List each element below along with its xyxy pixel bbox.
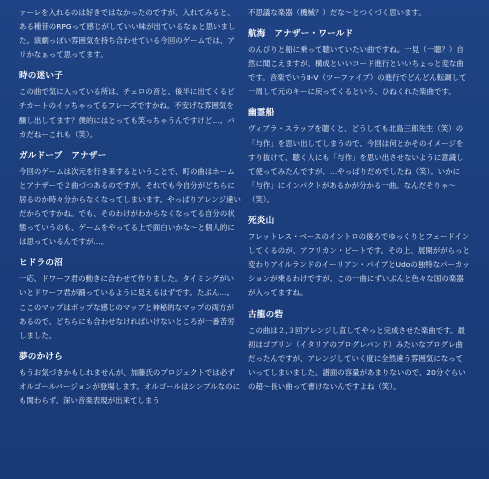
right-column (248, 6, 470, 394)
track-title: 古龍の砦 (248, 309, 284, 320)
track-commentary: フレットレス・ベースのイントロの後ろでゆっくりとフェードインしてくるのが、アフリカン・ビートです。その上、展開ががらっと変わりアイルランドのイーリアン・パイプとUdoの独特なパーカッションが乗るわけですが、この一曲にずいぶんと色々な国の楽器が入ってますね。 (248, 232, 470, 298)
track-title: ヒドラの沼 (19, 258, 63, 269)
track-commentary: もうお気づきかもしれませんが、加藤氏のプロジェクトでは必ずオルゴールバージョンが登場します。オルゴールはシンプルなのにも関わらず、深い音楽表現が出来てしまう (19, 367, 241, 405)
track-commentary: この曲で気に入っている所は、チェロの音と、後半に出てくるピチカートのイッちゃってるフレーズですかね。不安げな雰囲気を醸し出してます？僕的にはとっても笑っちゃうんですけど…。バカだねーこれも（笑）。 (19, 87, 235, 139)
track-commentary: 不思議な楽器（機械？）だな〜とつくづく思います。 (248, 8, 426, 17)
track-title: 航海 アナザー・ワールド (248, 29, 354, 40)
track-commentary: 今回のゲームは次元を行き来するということで、町の曲はホームとアナザーで２曲づつあるのですが、それでも今自分がどちらに居るのか時々分からなくなってしまいます。やっぱりアレンジ違いだからですかね。でも、そのわけがわからなくなってる自分の状態っていうのも、ゲームをやってる上で面白いかな〜と個人的には思っているんですが…。 (19, 166, 241, 247)
track-title: 死炎山 (248, 216, 275, 227)
track-title: 夢のかけら (19, 351, 63, 362)
track-title: ガルドーブ アナザー (19, 150, 107, 161)
track-commentary: ヴィブラ・スラップを聴くと、どうしても北島三郎先生（笑）の「与作」を思い出してしまうので、今回は何とかそのイメージをすり抜けて、聴く人にも「与作」を思い出させないように意識して使ってみたんですが、…やっぱりだめでしたね（笑）。いかに「与作」にインパクトがあるかが分かる一曲。なんだそりゃ〜（笑）。 (248, 124, 464, 204)
track-commentary: 一応、ドワーフ君の動きに合わせて作りました。タイミングがいいとドワーフ君が踊っているように見えるはずです。たぶん…。ここのマップはポップな感じのマップと神秘的なマップの両方があるので、どちらにも合わせなければいけないところが一番苦労しました。 (19, 274, 235, 340)
track-title: 時の迷い子 (19, 71, 63, 82)
track-commentary: のんびりと船に乗って聴いていたい曲ですね。一見（一聴？）自然に聞こえますが、構成といいコード進行といいちょっと変な曲です。音楽でいうⅡ-Ⅴ（ツーファイブ）の進行でどんどん転調して一周して元のキーに戻ってくるという、ひねくれた楽曲です。 (248, 45, 467, 97)
left-column (19, 6, 241, 408)
track-commentary: この曲は２,３回アレンジし直してやっと完成させた楽曲です。最初はゴブリン（イタリアのプログレバンド）みたいなプログレ曲だったんですが、アレンジしていく度に全然違う雰囲気になっていってしまいました。譜面の容量があまりないので、20分ぐらいの超〜長い曲って書けないんですよね（笑）。 (248, 325, 466, 391)
track-commentary: ァーレを入れるのは好きではなかったのですが、入れてみると、ある種昔のRPGって感じがしていい味が出ているなぁと思いました。演劇っぽい雰囲気を持ち合わせている今回のゲームでは、アリかなぁって思ってます。 (19, 8, 236, 60)
track-title: 幽霊船 (248, 108, 275, 119)
